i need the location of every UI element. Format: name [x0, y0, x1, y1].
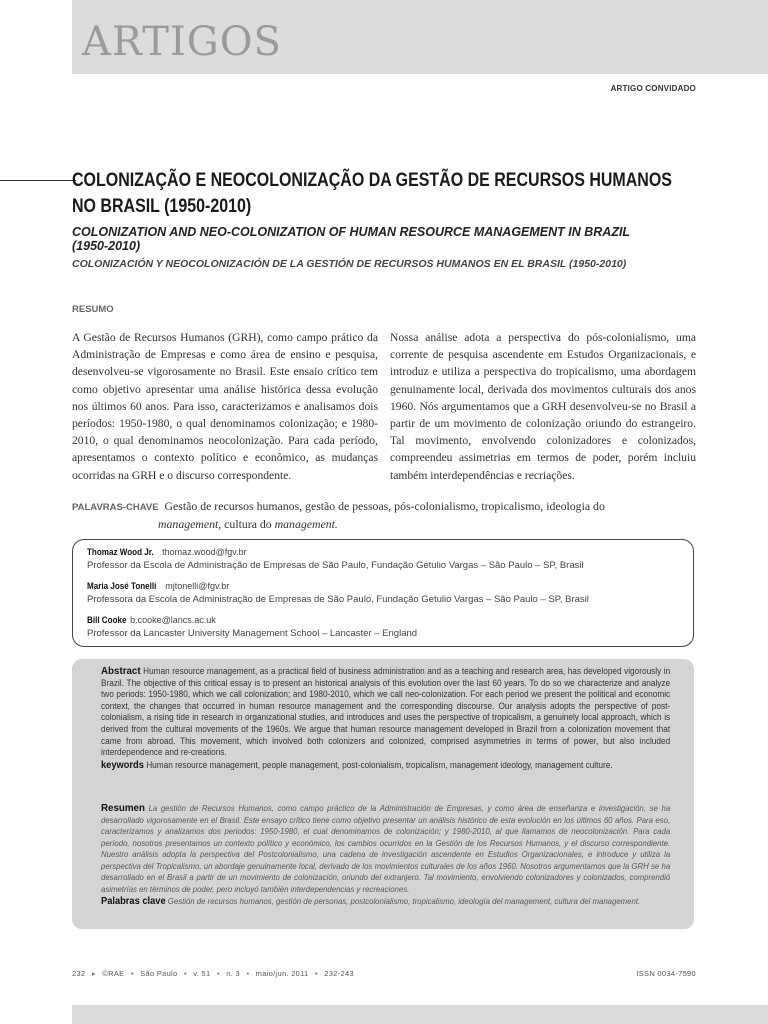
- footer-bullet-icon: ▪: [314, 969, 318, 978]
- author-email[interactable]: b.cooke@lancs.ac.uk: [130, 615, 216, 625]
- resumo-column-right: Nossa análise adota a perspectiva do pós-colonialismo, uma corrente de pesquisa ascendente em Estudos Organizacionais, e introduz e utiliza a perspectiva do tropicalismo, uma abordagem genuinamente local, derivada dos movimentos culturais dos anos 1960. Nós argumentamos que a GRH desenvolveu-se no Brasil a partir de um movimento de colonização oriundo do estrangeiro. Tal movimento, envolvendo colonizadores e colonizados, compreendeu assimetrias em termos de poder, porém incluiu também interdependências e recriações.: [390, 331, 696, 482]
- article-type-tag: ARTIGO CONVIDADO: [610, 84, 696, 93]
- author-affiliation: Professor da Escola de Administração de Empresas de São Paulo, Fundação Getulio Vargas – São Paulo – SP, Brasil: [87, 559, 584, 571]
- author-entry: [87, 614, 417, 640]
- author-affiliation: Professora da Escola de Administração de Empresas de São Paulo, Fundação Getulio Vargas – São Paulo – SP, Brasil: [87, 593, 589, 605]
- footer-journal: ©RAE: [102, 969, 125, 978]
- article-title-en: COLONIZATION AND NEO-COLONIZATION OF HUMAN RESOURCE MANAGEMENT IN BRAZIL (1950-2010): [72, 225, 630, 253]
- keywords-pt-line2: [72, 516, 692, 532]
- abstract-box: [72, 659, 694, 929]
- keywords-pt: [72, 498, 692, 532]
- footer-bullet-icon: ▪: [246, 969, 250, 978]
- header-band: [72, 0, 768, 74]
- author-name: Thomaz Wood Jr.: [87, 547, 154, 558]
- section-title: ARTIGOS: [82, 19, 282, 65]
- abstract-en-label: Abstract: [101, 665, 141, 677]
- keywords-pt-italic-1: management,: [158, 517, 222, 531]
- author-affiliation: Professor da Lancaster University Management School – Lancaster – England: [87, 627, 418, 639]
- footer-pages: 232-243: [324, 969, 354, 978]
- abstract-es-keywords-label: Palabras clave: [101, 896, 166, 907]
- abstract-en-keywords-label: keywords: [101, 759, 144, 771]
- article-title-es: COLONIZACIÓN Y NEOCOLONIZACIÓN DE LA GESTIÓN DE RECURSOS HUMANOS EN EL BRASIL (1950-2010): [72, 258, 627, 270]
- abstract-es-text: La gestión de Recursos Humanos, como campo práctico de la Administración de Empresas, y como área de enseñanza e investigación, se ha desarrollado vigorosamente en el Brasil. Este ensayo crítico tiene como objetivo presentar un análisis histórico de esta evolución en los últimos 60 años. Para eso, caracterizamos y analizamos dos periodos: 1950-1980, el cual denominamos de colonización; y 1980-2010, al que llamamos de neocolonización. Para cada período, nosotros presentamos un contexto político y económico, los cambios ocurridos en la Gestión de los Recursos Humanos, y el discurso correspondiente. Nuestro análisis adopta la perspectiva del Postcolonialismo, una cadena de investigación ascendente en Estudios Organizacionales, e introduce y utiliza la perspectiva del Tropicalismo, un abordaje genuinamente local, derivado de los movimientos culturales de los años 1960. Nosotros argumentamos que la GRH se ha desarrollado en el Brasil a partir de un movimiento de colonización, oriundo del extranjero. Tal movimiento, envolviendo colonizadores y colonizados, comprendió asimetrías en términos de poder, pero incluyó también interdependencias y recreaciones.: [101, 803, 671, 894]
- keywords-pt-italic-2: management.: [274, 517, 338, 531]
- abstract-en-keywords: [101, 760, 670, 772]
- author-entry: [87, 580, 589, 606]
- authors-box: [72, 539, 694, 647]
- footer-volume: v. 51: [193, 969, 211, 978]
- footer-arrow-icon: ▸: [91, 969, 96, 978]
- footer-bullet-icon: ▪: [216, 969, 220, 978]
- author-name: Bill Cooke: [87, 615, 127, 626]
- footer-page: 232: [72, 969, 86, 978]
- footer-bullet-icon: ▪: [130, 969, 134, 978]
- author-entry: [87, 546, 584, 572]
- abstract-es-keywords-text: Gestión de recursos humanos, gestión de personas, postcolonialismo, tropicalismo, ideología del management, cultura del management.: [167, 896, 641, 906]
- keywords-pt-label: PALAVRAS-CHAVE: [72, 502, 159, 513]
- footer-issn: ISSN 0034-7590: [636, 969, 696, 978]
- abstract-es: [101, 803, 670, 908]
- keywords-pt-line1: Gestão de recursos humanos, gestão de pessoas, pós-colonialismo, tropicalismo, ideologia do: [164, 499, 605, 513]
- footer-citation: [72, 969, 354, 978]
- footer-city: São Paulo: [140, 969, 178, 978]
- article-title-pt: COLONIZAÇÃO E NEOCOLONIZAÇÃO DA GESTÃO DE RECURSOS HUMANOS NO BRASIL (1950-2010): [72, 169, 672, 217]
- footer-bullet-icon: ▪: [183, 969, 187, 978]
- author-name: Maria José Tonelli: [87, 581, 157, 592]
- footer-number: n. 3: [226, 969, 240, 978]
- abstract-en: [101, 666, 670, 771]
- abstract-es-keywords: [101, 896, 670, 908]
- keywords-pt-text: cultura do: [221, 517, 275, 531]
- author-email[interactable]: thomaz.wood@fgv.br: [162, 547, 247, 557]
- resumo-label: RESUMO: [72, 304, 114, 315]
- bottom-band: [72, 1005, 768, 1024]
- resumo-column-left: A Gestão de Recursos Humanos (GRH), como campo prático da Administração de Empresas e como área de ensino e pesquisa, desenvolveu-se vigorosamente no Brasil. Este ensaio crítico tem como objetivo apresentar uma análise histórica dessa evolução nos últimos 60 anos. Para isso, caracterizamos e analisamos dois períodos: 1950-1980, o qual denominamos colonização; e 1980-2010, o qual denominamos neocolonização. Para cada período, apresentamos o contexto político e econômico, as mudanças ocorridas na GRH e o discurso correspondente.: [72, 331, 378, 482]
- title-rule: [0, 180, 76, 181]
- footer-date: maio/jun. 2011: [255, 969, 309, 978]
- abstract-es-label: Resumen: [101, 802, 145, 814]
- author-email[interactable]: mjtonelli@fgv.br: [165, 581, 230, 591]
- abstract-en-keywords-text: Human resource management, people management, post-colonialism, tropicalism, management ideology, management culture.: [146, 759, 613, 770]
- abstract-en-text: Human resource management, as a practical field of business administration and as a teaching and research area, has developed vigorously in Brazil. The objective of this critical essay is to present an historical analysis of this evolution over the last 60 years. To do so we characterize and analyze two periods: 1950-1980, which we call colonization; and 1980-2010, which we call neo-colonization. For each period we present the political and economic context, the changes that occurred in human resource management and the corresponding discourse. Our analysis adopts the perspective of post-colonialism, a rising tide in research in organizational studies, and introduces and uses the perspective of tropicalism, a genuinely local approach, which is derived from the cultural movements of the 1960s. We argue that human resource management developed in Brazil from a colonization movement that came from abroad. This movement, which involved both colonizers and colonized, comprised asymmetries in terms of power, but also included interdependence and re-creations.: [101, 666, 671, 758]
